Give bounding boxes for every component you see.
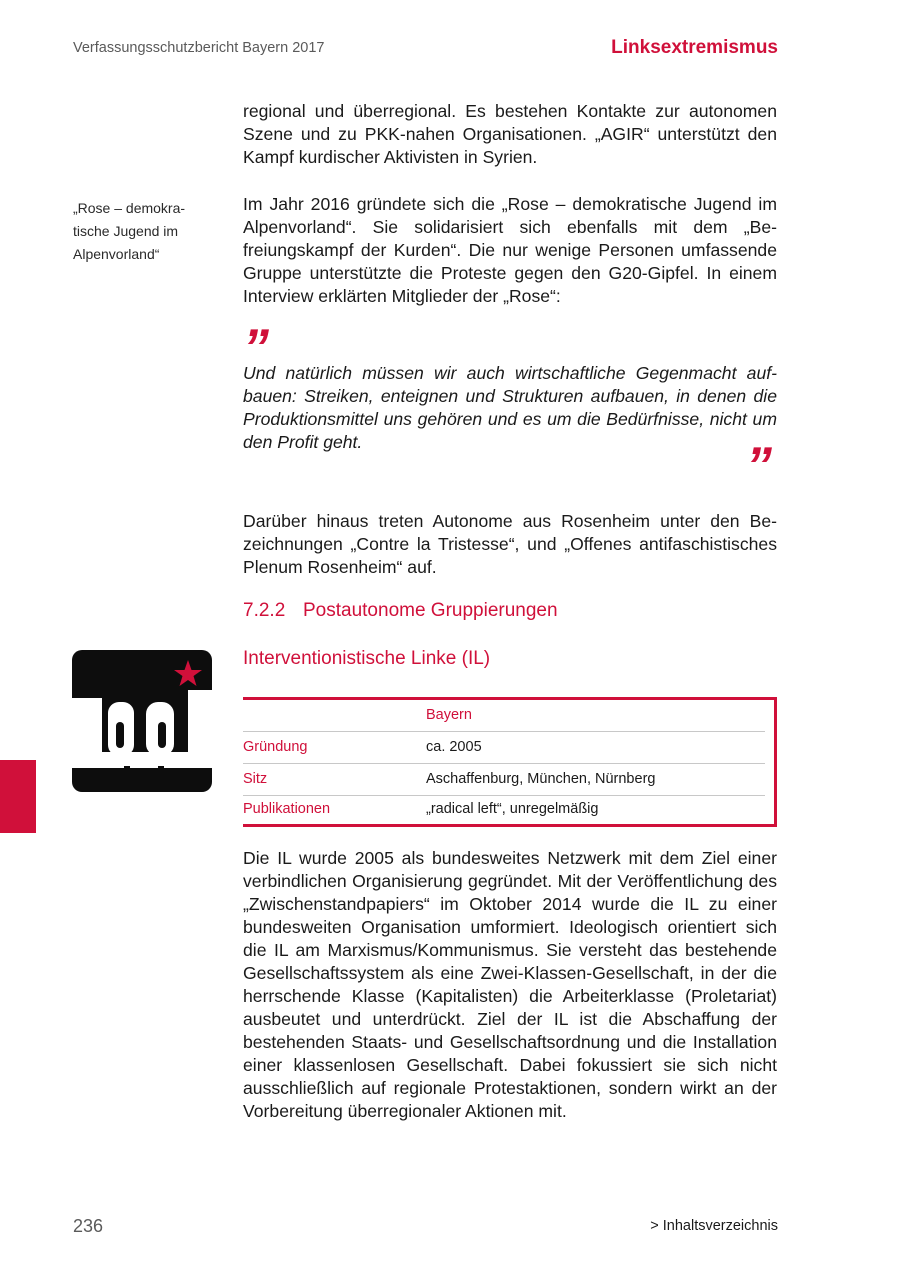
- paragraph-rose-text: Im Jahr 2016 gründete sich die „Rose – demokratische Jugend im Alpenvorland“. Sie solidarisiert sich ebenfalls mit dem „Befreiungskampf der Kurden“. Die nur wenige Personen umfassende Gruppe unterstützte die Proteste gegen den G20-Gipfel. In einem Interview erklärten Mitglieder der „Rose“:: [243, 194, 777, 306]
- paragraph-intro: [243, 100, 777, 169]
- paragraph-rosenheim: [243, 510, 777, 579]
- info-table-frame: [774, 697, 777, 827]
- quote-text: Und natürlich müssen wir auch wirtschaftliche Gegenmacht aufbauen: Streiken, enteignen und Strukturen aufbauen, in denen die Produktionsmittel uns gehören und es um die Bedürfnisse, nicht um den Profit geht.: [243, 363, 777, 452]
- header-document-title: Verfassungsschutzbericht Bayern 2017: [73, 40, 325, 56]
- page-number: 236: [73, 1216, 104, 1236]
- header-chapter-title: Linksextremismus: [611, 37, 778, 58]
- section-number: 7.2.2: [243, 600, 286, 621]
- margin-note: [73, 197, 213, 266]
- info-table-header-row: [243, 700, 765, 732]
- paragraph-intro-text: regional und überregional. Es bestehen Kontakte zur autonomen Szene und zu PKK-nahen Organisationen. „AGIR“ unterstützt den Kampf kurdischer Aktivisten in Syrien.: [243, 101, 777, 167]
- info-table-key: Sitz: [243, 771, 268, 787]
- subsection-heading: Interventionistische Linke (IL): [243, 648, 491, 669]
- info-table-value: Aschaffenburg, München, Nürnberg: [426, 771, 656, 787]
- section-heading: [243, 600, 558, 622]
- paragraph-il: [243, 847, 777, 1123]
- il-logo-icon: [72, 650, 212, 792]
- paragraph-rose: [243, 193, 777, 308]
- info-table-key: Gründung: [243, 739, 308, 755]
- info-table-row: [243, 732, 765, 764]
- info-table-value: ca. 2005: [426, 739, 482, 755]
- paragraph-il-text: Die IL wurde 2005 als bundesweites Netzwerk mit dem Ziel einer verbindlichen Organisierung gegründet. Mit der Veröffentlichung des „Zwischenstandpapiers“ im Oktober 2014 wurde die IL zu einer bundesweiten Organisation umformiert. Ideologisch orientiert sich die IL am Marxismus/Kommunismus. Sie versteht das bestehende Gesellschaftssystem als eine Zwei-Klassen-Gesellschaft, in der die herrschende Klasse (Kapitalisten) die Arbeiterklasse (Proletariat) ausbeutet und unterdrückt. Ziel der IL ist die Abschaffung der bestehenden Staats- und Gesellschaftsordnung und die Installation einer klassenlosen Gesellschaft. Dabei fokussiert sie sich nicht ausschließlich auf regionale Protestaktionen, sondern wirkt an der Vorbereitung überregionaler Aktionen mit.: [243, 848, 777, 1121]
- margin-note-line: „Rose – demokra-: [73, 200, 186, 216]
- quote-open-mark: ”: [243, 319, 269, 377]
- info-table-row: [243, 794, 765, 825]
- chapter-marker-tab: [0, 760, 36, 833]
- margin-note-line: Alpenvorland“: [73, 246, 160, 262]
- info-table-value: „radical left“, unregelmäßig: [426, 801, 599, 817]
- info-table-key: Publikationen: [243, 801, 331, 817]
- info-table-header: Bayern: [426, 707, 472, 723]
- table-of-contents-link[interactable]: > Inhaltsverzeichnis: [650, 1218, 778, 1234]
- info-table-row: [243, 764, 765, 796]
- margin-note-line: tische Jugend im: [73, 223, 179, 239]
- paragraph-rosenheim-text: Darüber hinaus treten Autonome aus Rosenheim unter den Bezeichnungen „Contre la Tristesse“, und „Offenes antifaschistisches Plenum Rosenheim“ auf.: [243, 511, 777, 577]
- quote-close-mark: ”: [746, 437, 772, 495]
- info-table: [243, 697, 777, 827]
- section-title: Postautonome Gruppierungen: [303, 600, 558, 621]
